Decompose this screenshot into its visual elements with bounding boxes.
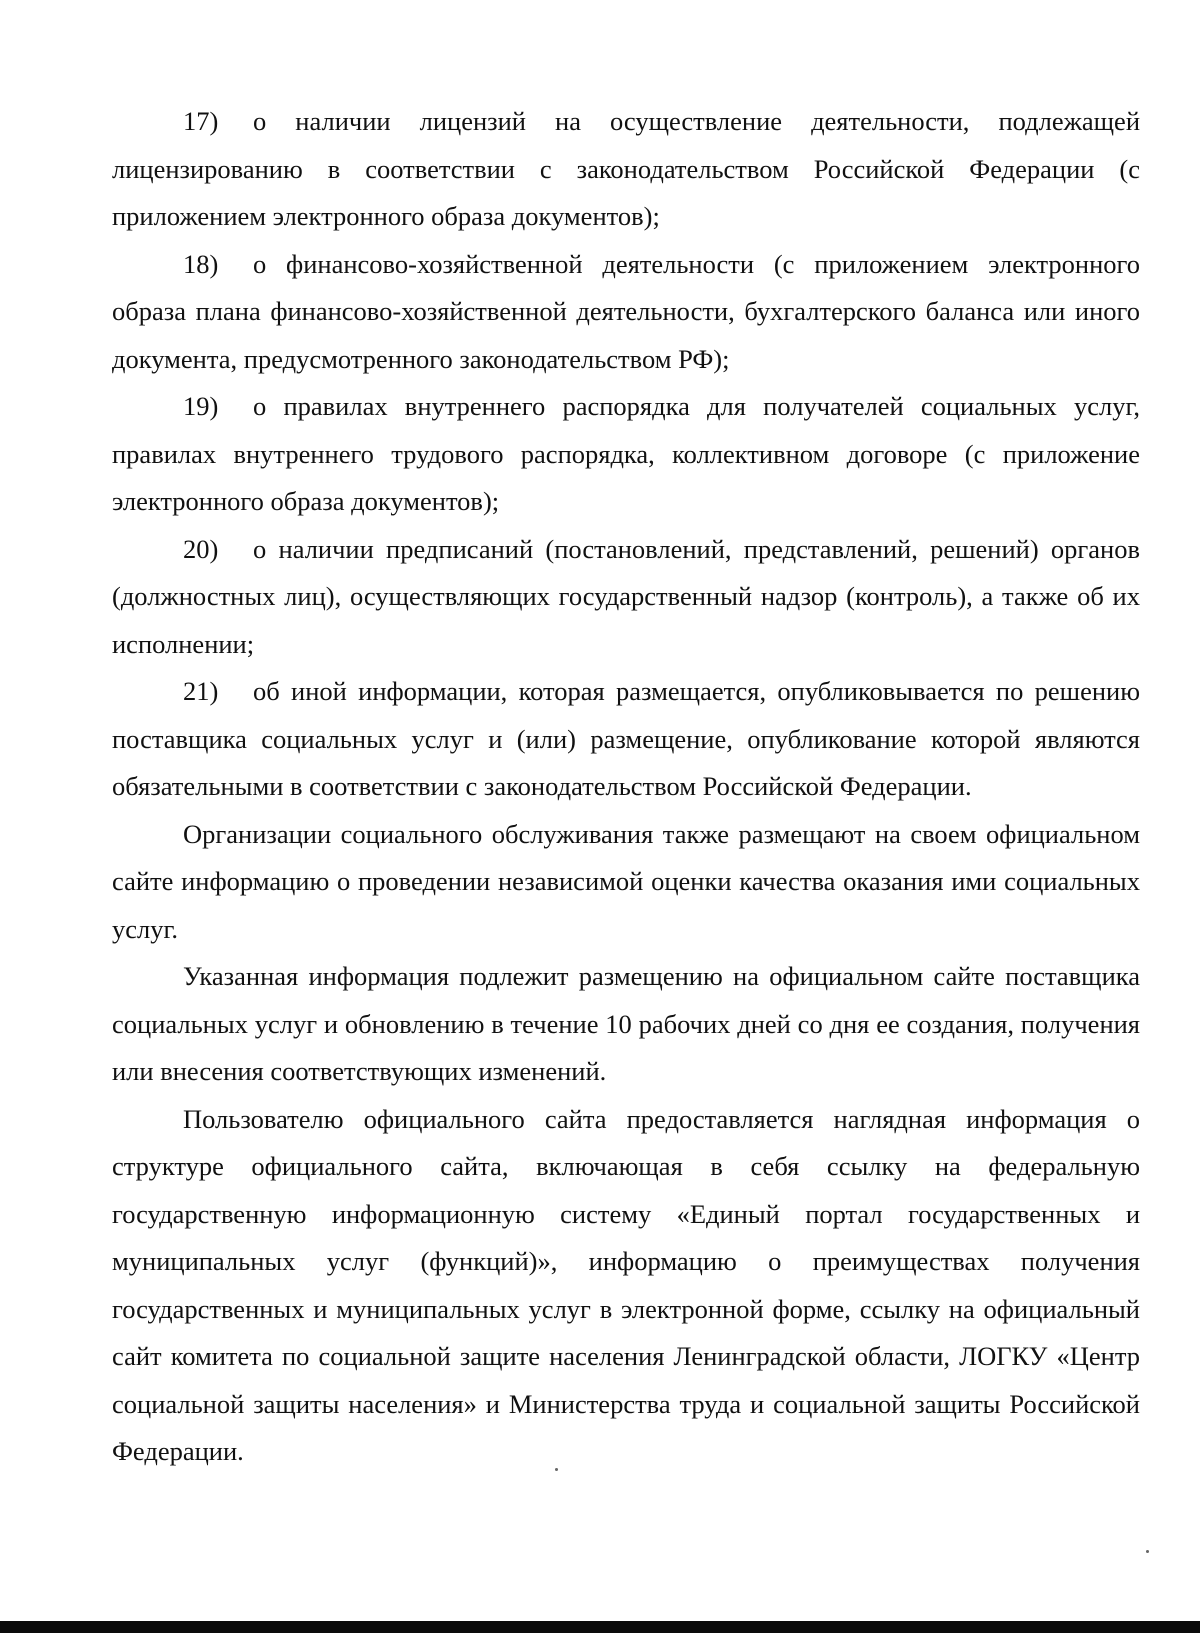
- item-number: 17): [183, 106, 219, 136]
- paragraph-update-terms: Указанная информация подлежит размещению на официальном сайте поставщика социальных услуг и обновлению в течение 10 рабочих дней со дня ее создания, получения или внесения соответствующих изменений.: [112, 961, 1140, 1086]
- list-item-19: [112, 383, 1140, 526]
- item-text: о наличии лицензий на осуществление деятельности, подлежащей лицензированию в соответствии с законодательством Российской Федерации (с приложением электронного образа документов);: [112, 106, 1140, 231]
- scan-speck: [555, 1468, 558, 1471]
- paragraph-site-structure: Пользователю официального сайта предоставляется наглядная информация о структуре официального сайта, включающая в себя ссылку на федеральную государственную информационную систему «Единый портал государственных и муниципальных услуг (функций)», информацию о преимуществах получения государственных и муниципальных услуг в электронной форме, ссылку на официальный сайт комитета по социальной защите населения Ленинградской области, ЛОГКУ «Центр социальной защиты населения» и Министерства труда и социальной защиты Российской Федерации.: [112, 1103, 1140, 1466]
- list-item-17: [112, 98, 1140, 241]
- item-number: 18): [183, 248, 219, 279]
- item-number: 21): [183, 676, 219, 706]
- document-body: [112, 98, 1140, 1476]
- item-number: 20): [183, 533, 219, 564]
- list-item-18: [112, 241, 1140, 384]
- item-text: о наличии предписаний (постановлений, представлений, решений) органов (должностных лиц), осуществляющих государственный надзор (контроль), а также об их исполнении;: [112, 533, 1140, 659]
- paragraph-independent-evaluation: Организации социального обслуживания также размещают на своем официальном сайте информацию о проведении независимой оценки качества оказания ими социальных услуг.: [112, 818, 1140, 944]
- item-text: о правилах внутреннего распорядка для получателей социальных услуг, правилах внутреннего трудового распорядка, коллективном договоре (с приложение электронного образа документов);: [112, 391, 1140, 516]
- scan-speck: [1146, 1550, 1149, 1553]
- item-text: о финансово-хозяйственной деятельности (с приложением электронного образа плана финансово-хозяйственной деятельности, бухгалтерского баланса или иного документа, предусмотренного законодательством РФ);: [112, 248, 1140, 374]
- item-number: 19): [183, 391, 219, 421]
- list-item-21: [112, 668, 1140, 811]
- scan-edge-bar: [0, 1621, 1200, 1633]
- list-item-20: [112, 526, 1140, 669]
- item-text: об иной информации, которая размещается, опубликовывается по решению поставщика социальных услуг и (или) размещение, опубликование которой являются обязательными в соответствии с законодательством Российской Федерации.: [112, 676, 1140, 801]
